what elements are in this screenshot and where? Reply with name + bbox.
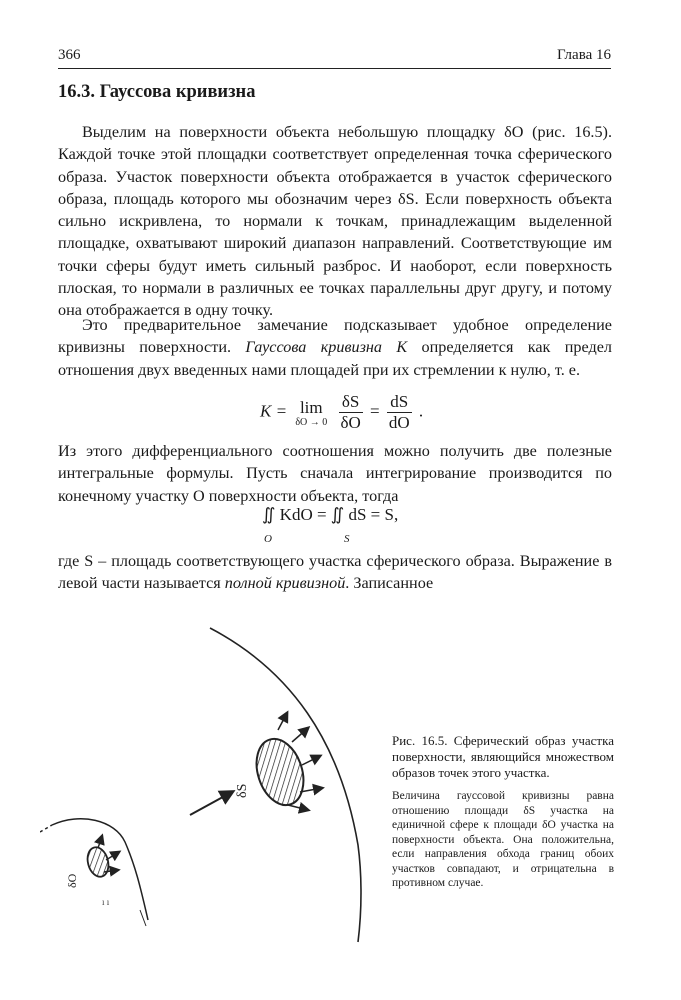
fraction-1-numerator: δS (339, 392, 363, 413)
chapter-label: Глава 16 (557, 47, 611, 63)
paragraph-3-text: Из этого дифференциального соотношения можно получить две полезные интегральные формулы. Пусть сначала интегрирование производится по конечному участку O поверхности объекта, тогда (58, 442, 612, 505)
fraction-2 (387, 392, 412, 433)
label-delta-o: δO (65, 873, 79, 888)
page-header (58, 44, 611, 69)
paragraph-2-part-a: Это предварительное замечание подсказывает удобное определение кривизны поверхности. (58, 316, 612, 357)
formula-2-text: ∬ KdO = ∬ dS = S, (262, 505, 399, 524)
normal-arrow (288, 805, 308, 810)
formula-lhs: K = (260, 401, 288, 421)
paragraph-4-part-a: где S – площадь соответствующего участка сферического образа. Выражение в левой части называется (58, 552, 612, 593)
stray-mark: ı ı (102, 897, 110, 907)
limit-label: lim (299, 397, 323, 417)
figure-spherical-image (40, 620, 370, 950)
patch-delta-s (249, 733, 312, 811)
fraction-2-numerator: dS (387, 392, 412, 413)
paragraph-4-part-b: . Записанное (345, 574, 434, 593)
normal-arrow (302, 756, 320, 765)
figure-caption (392, 733, 614, 891)
equals-sign: = (370, 401, 380, 421)
limit-operator (295, 398, 327, 428)
paragraph-4 (58, 550, 612, 595)
fraction-1 (339, 392, 363, 433)
limit-subscript: δO → 0 (295, 416, 328, 428)
section-title: 16.3. Гауссова кривизна (58, 82, 256, 102)
paragraph-2 (58, 314, 612, 381)
formula-2-sub-s: S (344, 533, 350, 545)
paragraph-3 (58, 440, 612, 507)
normal-arrow (98, 836, 102, 848)
normal-arrow (106, 852, 119, 860)
paragraph-2-text (58, 314, 612, 381)
page-number: 366 (58, 47, 81, 63)
surface-outline-dashed (40, 825, 52, 832)
patch-delta-o (84, 845, 111, 879)
formula-2-sub-o: O (264, 533, 272, 545)
label-delta-s: δS (235, 783, 250, 798)
caption-note: Величина гауссовой кривизны равна отношению площади δS участка на единичной сфере к площади δO участка на поверхности объекта. Она положительна, если направления обхода границ обоих участков совпадают, и отрицательна в противном случае. (392, 790, 614, 889)
term-total-curvature: полной кривизной (224, 574, 346, 593)
paragraph-4-text (58, 550, 612, 595)
term-gauss-curvature: Гауссова кривизна K (245, 338, 408, 357)
fraction-1-denominator: δO (340, 413, 361, 432)
fraction-2-denominator: dO (388, 413, 410, 432)
mapping-arrow (190, 792, 232, 815)
formula-curvature-limit (260, 392, 423, 442)
paragraph-1-text: Выделим на поверхности объекта небольшую площадку δO (рис. 16.5). Каждой точке этой площадки соответствует определенная точка сферического образа. Участок поверхности объекта отображается в участок сферического образа, площадь которого мы обозначим через δS. Если поверхность объекта сильно искривлена, то нормали к точкам, принадлежащим выделенной площадке, охватывают широкий диапазон направлений. Соответствующие им точки сферы будут иметь сильный разброс. И наоборот, если поверхность плоская, то нормали в различных ее точках параллельны друг другу, и потому она отображается в одну точку. (58, 123, 612, 320)
normal-arrow (292, 728, 308, 742)
formula-total-curvature (262, 505, 399, 545)
paragraph-2-part-b: определяется как предел отношения двух введенных нами площадей при их стремлении к нулю, т. е. (58, 338, 612, 379)
caption-title: Рис. 16.5. Сферический образ участка поверхности, являющийся множеством образов точек этого участка. (392, 733, 614, 780)
formula-period: . (418, 401, 424, 421)
paragraph-1 (58, 121, 612, 322)
normal-arrow (278, 713, 287, 730)
stray-mark (140, 910, 146, 926)
